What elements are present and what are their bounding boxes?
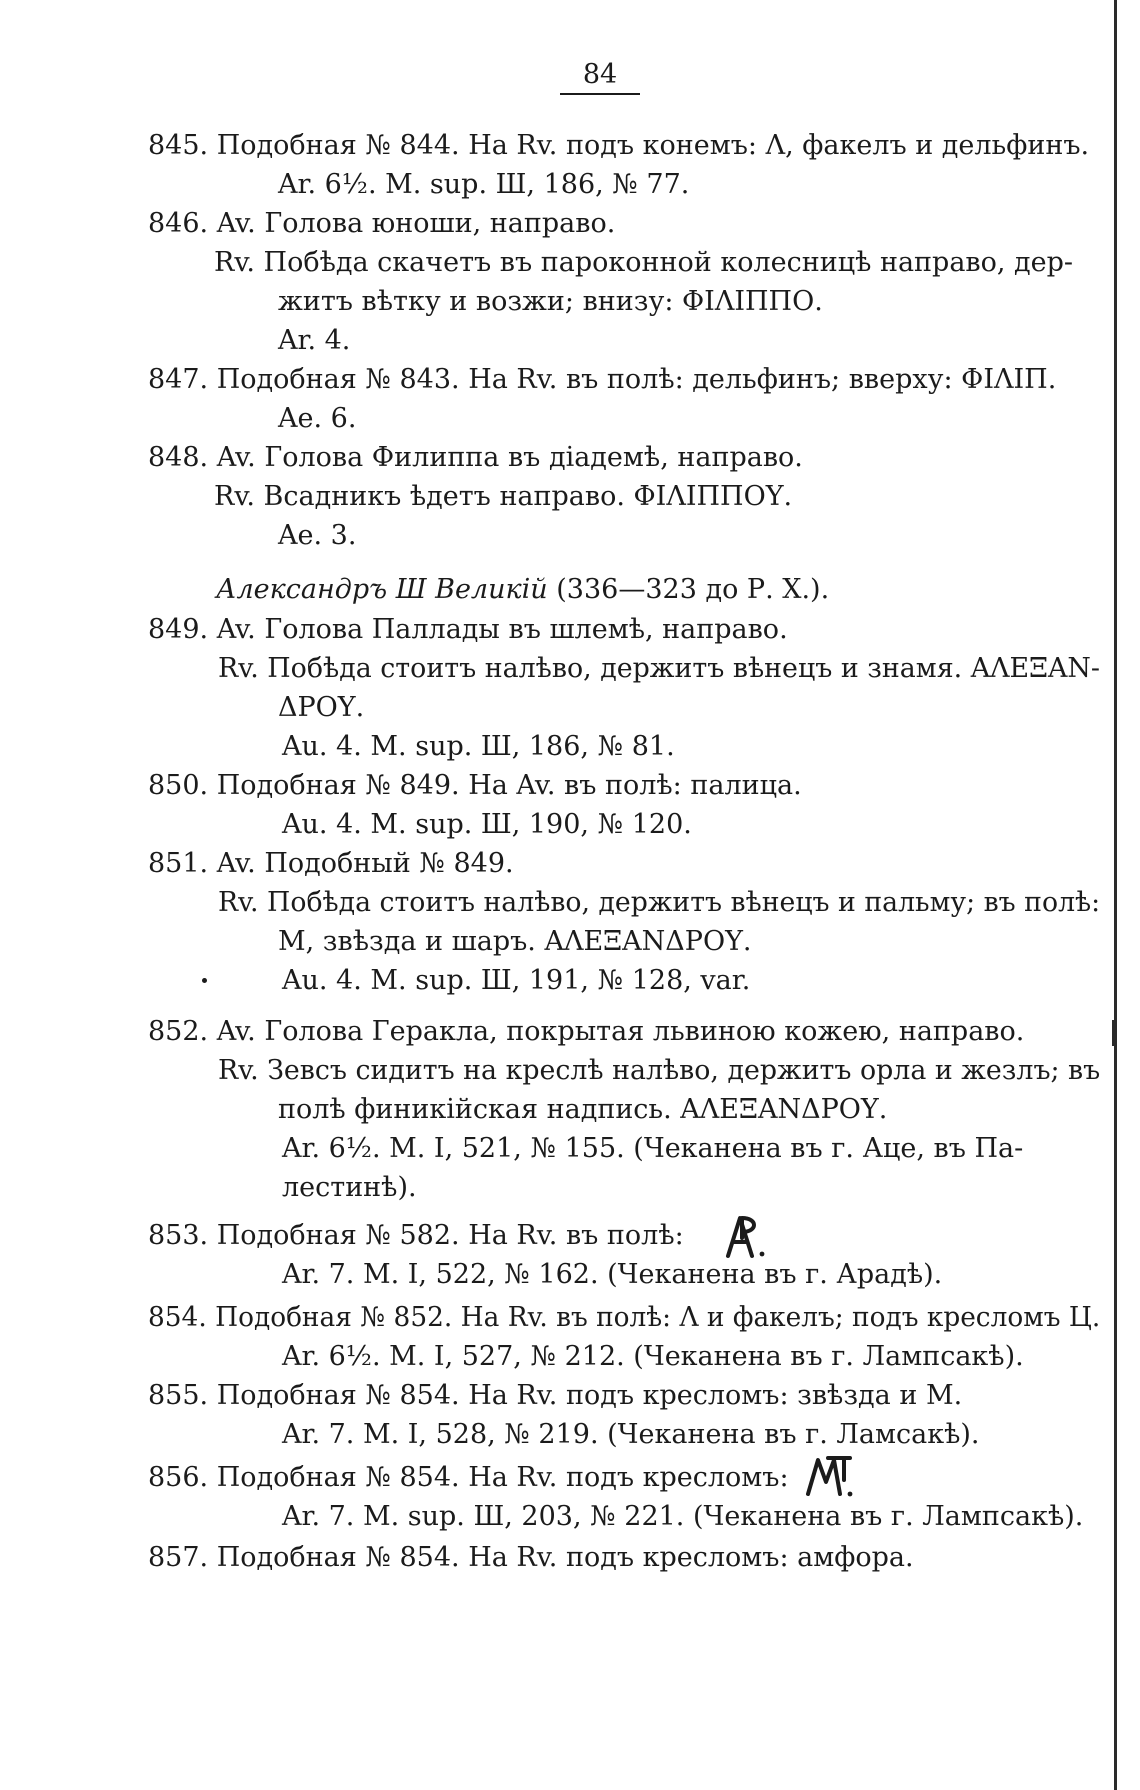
entry-text: Av. Голова Геракла, покрытая львиною кожею, направо.	[216, 1016, 1025, 1047]
entry-846-reverse-cont: житъ вѣтку и возжи; внизу: ΦΙΛΙΠΠΟ.	[278, 286, 823, 317]
entry-number: 857.	[148, 1542, 209, 1573]
ruler-name: Александръ Ш Великій	[216, 574, 548, 605]
entry-number: 845.	[148, 130, 209, 161]
entry-851	[148, 846, 514, 882]
entry-857	[148, 1540, 914, 1576]
entry-number: 848.	[148, 442, 209, 473]
entry-849-ref: Au. 4. M. sup. Ш, 186, № 81.	[282, 731, 675, 762]
entry-849-reverse-cont: ΔΡΟΥ.	[278, 692, 365, 723]
entry-850	[148, 768, 802, 804]
entry-855	[148, 1378, 962, 1414]
entry-text: Подобная № 582. На Rv. въ полѣ:	[216, 1220, 684, 1251]
entry-number: 850.	[148, 770, 209, 801]
entry-852-reverse-cont: полѣ финикійская надпись. ΑΛΕΞΑΝΔΡΟΥ.	[278, 1094, 888, 1125]
entry-text: Av. Подобный № 849.	[216, 848, 514, 879]
entry-851-ref: Au. 4. M. sup. Ш, 191, № 128, var.	[282, 965, 751, 996]
entry-text: Подобная № 843. На Rv. въ полѣ: дельфинъ; вверху: ΦΙΛΙΠ.	[216, 364, 1057, 395]
entry-851-reverse: Rv. Побѣда стоитъ налѣво, держитъ вѣнецъ и пальму; въ полѣ:	[218, 887, 1101, 918]
entry-846-ref: Ar. 4.	[278, 325, 351, 356]
entry-number: 856.	[148, 1462, 209, 1493]
entry-849-reverse: Rv. Побѣда стоитъ налѣво, держитъ вѣнецъ и знамя. ΑΛΕΞΑΝ-	[218, 653, 1100, 684]
section-heading	[216, 572, 829, 608]
entry-848-ref: Ae. 3.	[278, 520, 357, 551]
entry-852-ref-cont: лестинѣ).	[282, 1172, 417, 1203]
entry-number: 846.	[148, 208, 209, 239]
entry-number: 854.	[148, 1302, 207, 1333]
entry-number: 853.	[148, 1220, 209, 1251]
entry-text: Подобная № 852. На Rv. въ полѣ: Λ и факелъ; подъ кресломъ Ц.	[215, 1302, 1101, 1333]
entry-text: Av. Голова Паллады въ шлемѣ, направо.	[216, 614, 788, 645]
entry-853-ref: Ar. 7. M. I, 522, № 162. (Чеканена въ г. Арадѣ).	[282, 1259, 943, 1290]
entry-number: 852.	[148, 1016, 209, 1047]
entry-848	[148, 440, 803, 476]
entry-847-ref: Ae. 6.	[278, 403, 357, 434]
entry-850-ref: Au. 4. M. sup. Ш, 190, № 120.	[282, 809, 692, 840]
entry-854-ref: Ar. 6½. M. I, 527, № 212. (Чеканена въ г. Лампсакѣ).	[282, 1341, 1024, 1372]
monogram-ar-icon	[724, 1212, 768, 1260]
entry-text: Подобная № 854. На Rv. подъ кресломъ: амфора.	[216, 1542, 914, 1573]
entry-number: 855.	[148, 1380, 209, 1411]
entry-856	[148, 1460, 789, 1496]
entry-847	[148, 362, 1056, 398]
entry-text: Подобная № 854. На Rv. подъ кресломъ:	[216, 1462, 789, 1493]
entry-846	[148, 206, 615, 242]
stray-dot	[202, 978, 207, 983]
page-number: 84	[560, 60, 640, 95]
entry-number: 847.	[148, 364, 209, 395]
entry-851-reverse-cont: M, звѣзда и шаръ. ΑΛΕΞΑΝΔΡΟΥ.	[278, 926, 752, 957]
entry-848-reverse: Rv. Всадникъ ѣдетъ направо. ΦΙΛΙΠΠΟΥ.	[214, 481, 793, 512]
entry-849	[148, 612, 788, 648]
monogram-mp-icon	[804, 1452, 854, 1500]
entry-text: Подобная № 854. На Rv. подъ кресломъ: звѣзда и M.	[216, 1380, 963, 1411]
entry-number: 851.	[148, 848, 209, 879]
entry-text: Av. Голова юноши, направо.	[216, 208, 616, 239]
entry-852	[148, 1014, 1024, 1050]
entry-854	[148, 1300, 1100, 1336]
entry-855-ref: Ar. 7. M. I, 528, № 219. (Чеканена въ г. Ламсакѣ).	[282, 1419, 980, 1450]
entry-846-reverse: Rv. Побѣда скачетъ въ пароконной колесницѣ направо, дер-	[214, 247, 1074, 278]
entry-856-ref: Ar. 7. M. sup. Ш, 203, № 221. (Чеканена въ г. Лампсакѣ).	[282, 1501, 1084, 1532]
entry-852-ref: Ar. 6½. M. I, 521, № 155. (Чеканена въ г. Аце, въ Па-	[282, 1133, 1024, 1164]
entry-text: Av. Голова Филиппа въ діадемѣ, направо.	[216, 442, 803, 473]
entry-text: Подобная № 849. На Av. въ полѣ: палица.	[216, 770, 802, 801]
entry-845	[148, 128, 1089, 164]
margin-mark	[1112, 1020, 1114, 1046]
ruler-dates: (336—323 до Р. Х.).	[556, 574, 830, 605]
entry-853	[148, 1218, 684, 1254]
entry-number: 849.	[148, 614, 209, 645]
entry-text: Подобная № 844. На Rv. подъ конемъ: Λ, факелъ и дельфинъ.	[216, 130, 1090, 161]
page-edge-rule	[1114, 0, 1117, 1790]
entry-852-reverse: Rv. Зевсъ сидитъ на креслѣ налѣво, держитъ орла и жезлъ; въ	[218, 1055, 1101, 1086]
entry-845-ref: Ar. 6½. M. sup. Ш, 186, № 77.	[278, 169, 690, 200]
